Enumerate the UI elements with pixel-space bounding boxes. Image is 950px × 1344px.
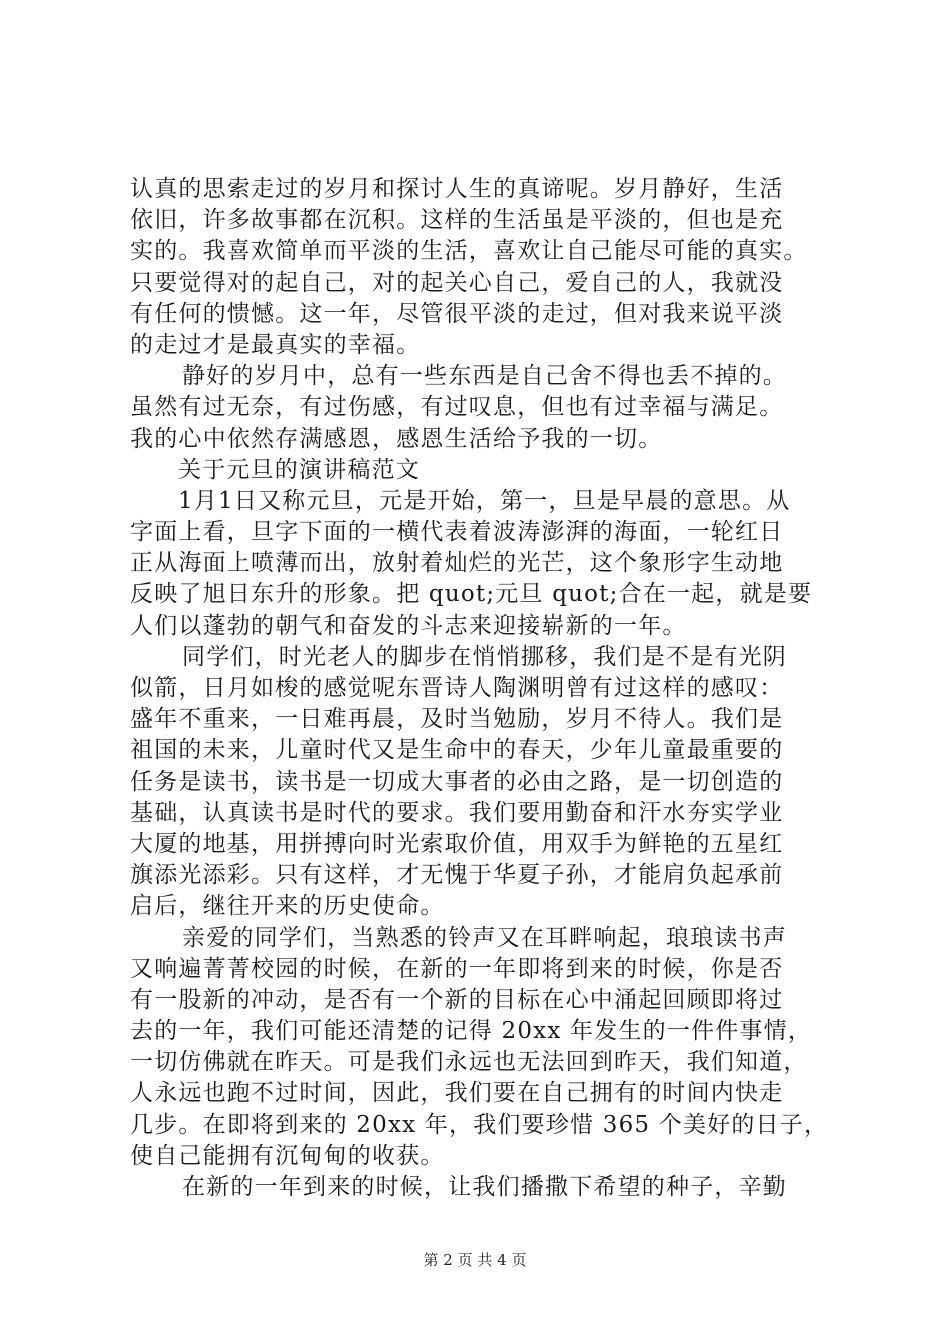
- text-line: 虽然有过无奈，有过伤感，有过叹息，但也有过幸福与满足。: [130, 394, 784, 421]
- text-line: 正从海面上喷薄而出，放射着灿烂的光芒，这个象形字生动地: [130, 550, 784, 577]
- text-line: 的走过才是最真实的幸福。: [130, 331, 421, 358]
- text-line: 字面上看，旦字下面的一横代表着波涛澎湃的海面，一轮红日: [130, 519, 784, 546]
- text-line: 启后，继往开来的历史使命。: [130, 893, 445, 920]
- text-line: 祖国的未来，儿童时代又是生命中的春天，少年儿童最重要的: [130, 737, 784, 764]
- text-line: 认真的思索走过的岁月和探讨人生的真谛呢。岁月静好，生活: [130, 176, 784, 202]
- text-line: 旗添光添彩。只有这样，才无愧于华夏子孙，才能肩负起承前: [130, 862, 784, 889]
- text-line: 去的一年，我们可能还清楚的记得 20xx 年发生的一件件事情，: [130, 1018, 813, 1045]
- text-line: 使自己能拥有沉甸甸的收获。: [130, 1142, 445, 1169]
- text-line: 有任何的愦憾。这一年，尽管很平淡的走过，但对我来说平淡: [130, 300, 784, 327]
- text-line: 依旧，许多故事都在沉积。这样的生活虽是平淡的，但也是充: [130, 207, 784, 234]
- text-line: 同学们，时光老人的脚步在悄悄挪移，我们是不是有光阴: [182, 643, 787, 670]
- text-line: 一切仿佛就在昨天。可是我们永远也无法回到昨天，我们知道，: [130, 1049, 808, 1076]
- text-line: 我的心中依然存满感恩，感恩生活给予我的一切。: [130, 425, 663, 452]
- text-line: 反映了旭日东升的形象。把 quot;元旦 quot;合在一起，就是要: [130, 581, 813, 608]
- text-line: 人们以蓬勃的朝气和奋发的斗志来迎接崭新的一年。: [130, 612, 687, 639]
- text-line: 只要觉得对的起自己，对的起关心自己，爱自己的人，我就没: [130, 269, 784, 296]
- text-line: 似箭，日月如梭的感觉呢东晋诗人陶渊明曾有过这样的感叹：: [130, 675, 784, 701]
- text-line: 1月1日又称元旦，元是开始，第一，旦是早晨的意思。从: [178, 487, 791, 514]
- text-line: 有一股新的冲动，是否有一个新的目标在心中涌起回顾即将过: [130, 986, 784, 1013]
- text-line: 实的。我喜欢简单而平淡的生活，喜欢让自己能尽可能的真实。: [130, 238, 808, 265]
- text-line: 盛年不重来，一日难再晨，及时当勉励，岁月不待人。我们是: [130, 706, 784, 733]
- document-body: [130, 174, 830, 1203]
- text-line: 几步。在即将到来的 20xx 年，我们要珍惜 365 个美好的日子，: [130, 1111, 829, 1138]
- text-line: 大厦的地基，用拼搏向时光索取价值，用双手为鲜艳的五星红: [130, 830, 784, 857]
- text-line: 基础，认真读书是时代的要求。我们要用勤奋和汗水夯实学业: [130, 799, 784, 826]
- text-line: 亲爱的同学们，当熟悉的铃声又在耳畔响起，琅琅读书声: [182, 924, 787, 951]
- text-line: 在新的一年到来的时候，让我们播撒下希望的种子，辛勤: [182, 1174, 787, 1200]
- text-line: 关于元旦的演讲稿范文: [178, 456, 420, 483]
- text-line: 人永远也跑不过时间，因此，我们要在自己拥有的时间内快走: [130, 1080, 784, 1107]
- text-line: 静好的岁月中，总有一些东西是自己舍不得也丢不掉的。: [182, 363, 787, 390]
- page-footer: 第 2 页 共 4 页: [423, 1251, 527, 1269]
- text-line: 任务是读书，读书是一切成大事者的必由之路，是一切创造的: [130, 768, 784, 795]
- text-line: 又响遍菁菁校园的时候，在新的一年即将到来的时候，你是否: [130, 955, 784, 982]
